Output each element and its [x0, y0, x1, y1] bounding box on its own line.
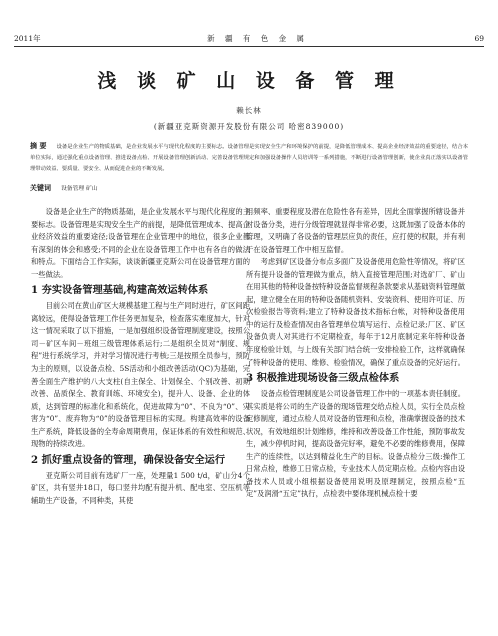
author-affiliation: (新疆亚克斯资源开发股份有限公司 哈密839000) [153, 122, 345, 131]
keywords-text: 设备管理 矿山 [61, 186, 98, 192]
section-3-paragraph: 设备点检管理制度是公司设备管理工作中的一项基本责任制度。其实质是将公司的生产设备的现场管理交给点检人员，实行全员点检定修制度，通过点检人员对设备的管理和点检，准确掌握设备的技术状况，有效地组织计划维修，维持和改善设备工作性能，预防事故发生，减少停机时间，提高设备完好率，避免不必要的维修费用，保障生产的连续性，以达到精益化生产的目标。设备点检分三级:操作工日常点检，维修工日常点检，专业技术人员定期点检。点检内容由设备技术人员或小组根据设备使用说明及原理制定，按照点检“五定”及润滑“五定”执行，点检表中要体现机械点检十要 [246, 389, 465, 499]
left-column [31, 206, 250, 507]
header-year: 2011年 [14, 33, 41, 43]
section-2-paragraph: 亚克斯公司目前有选矿厂一座，处理量1 500 t/d，矿山分4个矿区，共有竖井18口，每口竖井均配有提升机、配电室、空压机等辅助生产设备，不同种类，其使 [31, 470, 250, 505]
article-title: 浅 谈 矿 山 设 备 管 理 [97, 70, 401, 92]
abstract-label: 摘 要 [30, 141, 47, 150]
article-author: 赖长林 [236, 106, 262, 115]
section-heading-2: 2 抓好重点设备的管理，确保设备安全运行 [31, 453, 226, 466]
section-2-paragraph-b: 考虑到矿区设备分布点多面广及设备使用危险性等情况，将矿区所有提升设备的管理做为重点，纳入直接管理范围;对选矿厂、矿山在用其他的特种设备按特种设备监督规程条款要求从基础资料管理做起，建立健全在用的特种设备随机资料、安装资料、使用许可证、历次检验报告等资料;建立了特种设备技术指标台帐，对特种设备使用中的运行及检查情况由各管理单位填写运行、点检记录;厂区、矿区设备负责人对其进行不定期检查，每年于12月底制定来年特种设备年度检验计划，与上级有关部门结合统一安排检验工作，这样就确保了特种设备的使用、维修、检验情况，确保了重点设备的完好运行。 [246, 257, 465, 367]
header-journal-name: 新 疆 有 色 金 属 [207, 33, 308, 43]
right-column [246, 206, 465, 501]
header-page-number: 69 [474, 33, 484, 43]
running-header [14, 32, 484, 44]
header-rule [14, 46, 484, 47]
section-1-paragraph: 目前公司在黄山矿区大规模基建工程与生产同时进行，矿区间距离较远，使得设备管理工作任务更加复杂，检查落实难度加大，针对这一情况采取了以下措施，一是加强组织设备管理制度建设，按照公司－矿区车间－班组三级管理体系运行;二是组织全员对“制度、规程”进行系统学习，并对学习情况进行考核;三是按照全员参与，预防为主的原则，以设备点检、5S活动和小组改善活动(QC)为基础，完善全面生产维护的八大支柱(自主保全、计划保全、个别改善、初期改善、品质保全、教育训练、环境安全)，提升人、设备、企业的体质，达到管理的标准化和系统化，促进故障为“0”、不良为“0”、灾害为“0”、废弃物为“0”的设备管理目标的实现。构建高效率的设备生产系统，降低设备的全寿命周期费用，保证体系的有效性和规范、现物的持续改进。 [31, 301, 250, 449]
keywords-label: 关键词 [30, 183, 51, 192]
keywords [30, 183, 468, 193]
section-heading-1: 1 夯实设备管理基础,构建高效运转体系 [31, 284, 209, 297]
section-2-continued: 用频率、重要程度及潜在危险性各有差异，因此全面掌握所辖设备并对设备分类，进行分级管理就显得非常必要，这既加强了设备本体的管理，又明确了各设备的管理层应负的责任，应打使的权限，并有利于在设备管理工作中相互监督。 [246, 207, 465, 254]
abstract-text: 设备是企业生产的物质基础，是企业发展水平与现代化程度的主要标志。设备管理是实现安全生产和环境保护的前提，是降低管理成本、提高企业经济效益的重要途径，结合本单位实际，通过强化重点设备管理、推进设备点检、开展设备管理创新活动、完善设备管理规定和加强设备操作人员培训等一系列措施，不断进行设备管理创新，使企业真正落实以设备管理带动效益、要质量、要安全、从而促进企业的不断发展。 [30, 144, 468, 173]
intro-paragraph: 设备是企业生产的物质基础，是企业发展水平与现代化程度的主要标志。设备管理是实现安全生产的前提，是降低管理成本、提高企业经济效益的重要途径;设备管理在企业管理中的地位，很多企业都有深刻的体会和感受;不同的企业在设备管理工作中也有各自的做法和特点。下面结合工作实际，谈谈新疆亚克斯公司在设备管理方面的一些做法。 [31, 207, 250, 279]
section-heading-3: 3 积极推进现场设备三级点检体系 [246, 372, 400, 385]
abstract [30, 140, 468, 176]
